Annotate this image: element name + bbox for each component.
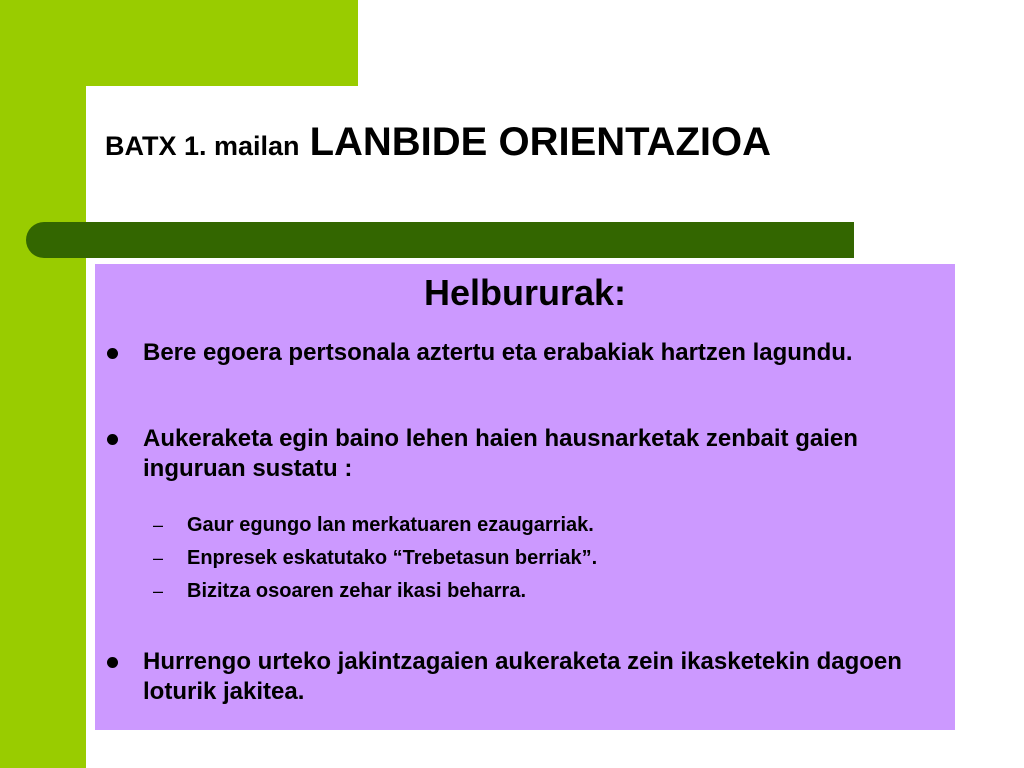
bullet-text: Bere egoera pertsonala aztertu eta erabakiak hartzen lagundu. [143,339,853,366]
divider-bar [26,222,854,258]
bullet-dot-icon [107,657,118,668]
bullet-item [143,647,923,707]
bullet-item [143,338,923,368]
content-box [95,264,955,730]
bullet-text: Hurrengo urteko jakintzagaien aukeraketa zein ikasketekin dagoen loturik jakitea. [143,648,902,705]
dash-icon: – [153,515,164,535]
slide-title [105,120,771,165]
bullet-text: Aukeraketa egin baino lehen haien hausnarketak zenbait gaien inguruan sustatu : [143,425,858,482]
green-top-block [0,0,358,86]
dash-icon: – [153,548,164,568]
title-main: LANBIDE ORIENTAZIOA [309,120,772,164]
bullet-item [143,424,923,484]
bullet-dot-icon [107,434,118,445]
content-heading: Helbururak: [423,272,627,313]
green-sidebar [0,0,86,768]
sub-item-text: Gaur egungo lan merkatuaren ezaugarriak. [187,514,594,536]
sub-item [153,545,927,571]
dash-icon: – [153,581,164,601]
sub-item [153,512,927,538]
sub-item-text: Enpresek eskatutako “Trebetasun berriak”. [187,547,598,569]
sub-item [153,578,927,604]
sub-item-text: Bizitza osoaren zehar ikasi beharra. [187,580,527,602]
bullet-dot-icon [107,348,118,359]
title-prefix: BATX 1. mailan [105,131,300,161]
